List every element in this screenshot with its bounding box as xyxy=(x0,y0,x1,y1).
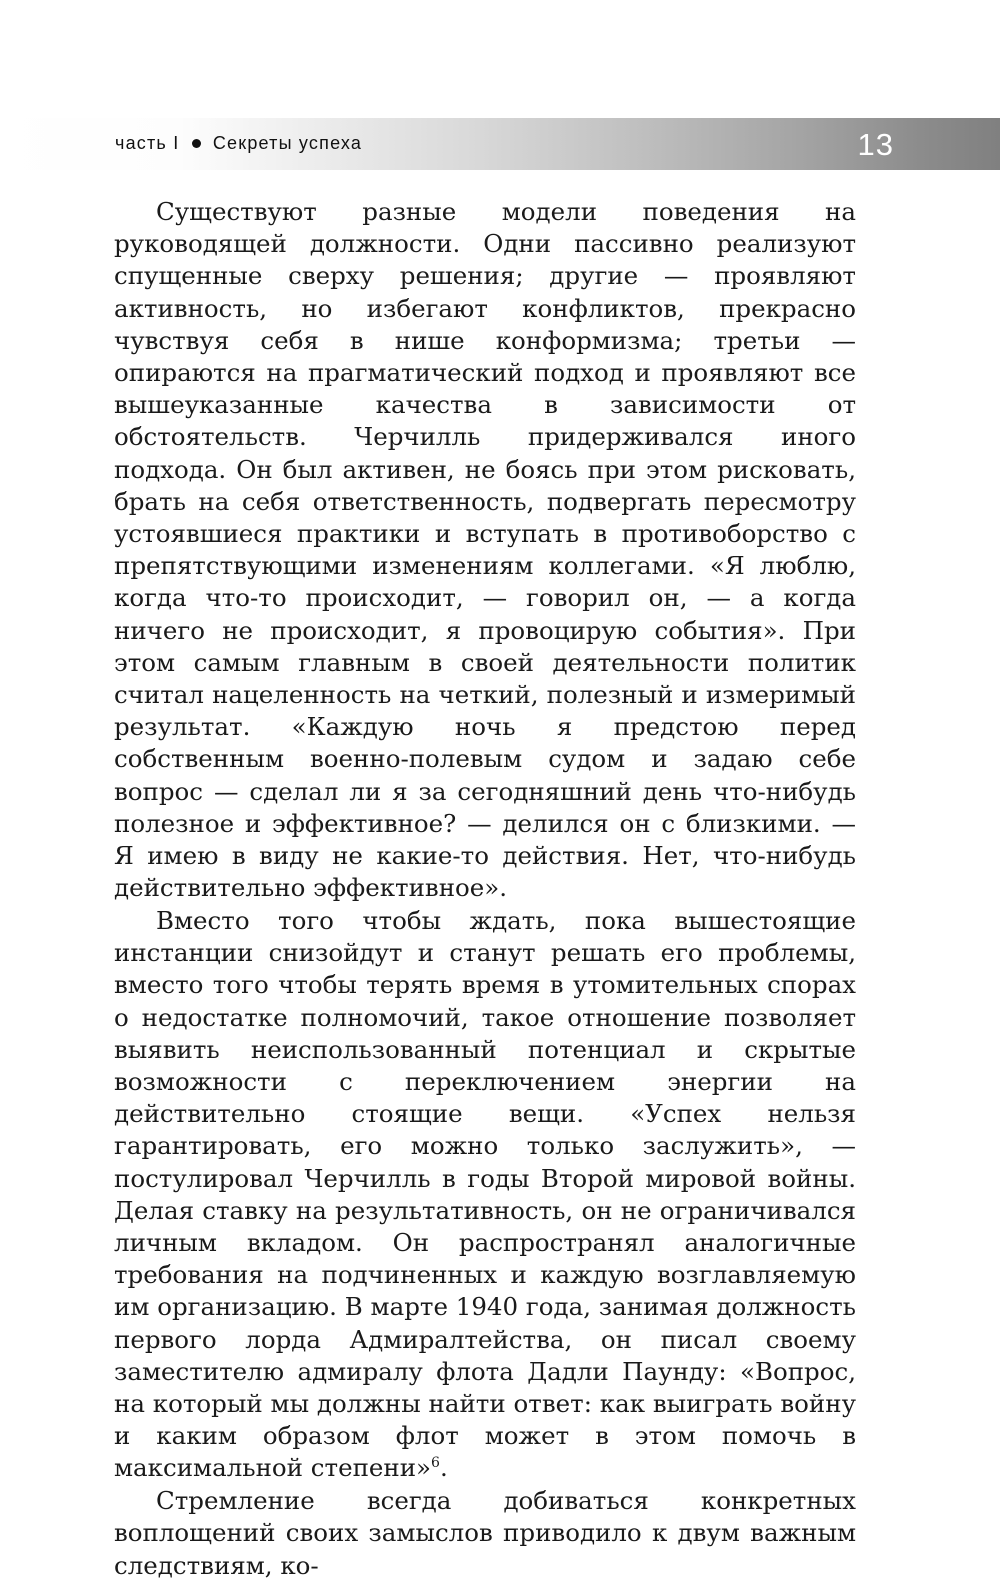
paragraph-1 xyxy=(114,196,856,904)
paragraph-3-text: Стремление всегда добиваться конкретных воплощений своих замыслов приводило к двум важным следствиям, ко- xyxy=(114,1486,856,1580)
footnote-ref[interactable]: 6 xyxy=(431,1455,440,1472)
paragraph-1-text: Существуют разные модели поведения на руководящей должности. Одни пассивно реализуют спущенные сверху решения; другие — проявляют активность, но избегают конфликтов, прекрасно чувствуя себя в нише конформизма; третьи — опираются на прагматический подход и проявляют все вышеуказанные качества в зависимости от обстоятельств. Черчилль придерживался иного подхода. Он был активен, не боясь при этом рисковать, брать на себя ответственность, подвергать пересмотру устоявшиеся практики и вступать в противоборство с препятствующими изменениям коллегами. «Я люблю, когда что-то происходит, — говорил он, — а когда ничего не происходит, я провоцирую события». При этом самым главным в своей деятельности политик считал нацеленность на четкий, полезный и измеримый результат. «Каждую ночь я предстою перед собственным военно-полевым судом и задаю себе вопрос — сделал ли я за сегодняшний день что-нибудь полезное и эффективное? — делился он с близкими. — Я имею в виду не какие-то действия. Нет, что-нибудь действительно эффективное». xyxy=(114,197,856,903)
section-title: Секреты успеха xyxy=(212,133,363,153)
paragraph-3 xyxy=(114,1485,856,1582)
paragraph-2-end: . xyxy=(439,1453,448,1483)
part-label: часть I xyxy=(115,133,180,153)
paragraph-2 xyxy=(114,905,856,1485)
body-text xyxy=(114,196,856,1582)
bullet-icon xyxy=(192,139,201,148)
page-number: 13 xyxy=(857,127,894,162)
running-head-text xyxy=(115,133,362,154)
paragraph-2-text: Вместо того чтобы ждать, пока вышестоящие инстанции снизойдут и станут решать его проблемы, вместо того чтобы терять время в утомительных спорах о недостатке полномочий, такое отношение позволяет выявить неиспользованный потенциал и скрытые возможности с переключением энергии на действительно стоящие вещи. «Успех нельзя гарантировать, его можно только заслужить», — постулировал Черчилль в годы Второй мировой войны. Делая ставку на результативность, он не ограничивался личным вкладом. Он распространял аналогичные требования на подчиненных и каждую возглавляемую им организацию. В марте 1940 года, занимая должность первого лорда Адмиралтейства, он писал своему заместителю адмиралу флота Дадли Паунду: «Вопрос, на который мы должны найти ответ: как выиграть войну и каким образом флот может в этом помочь в максимальной степени» xyxy=(114,905,856,1483)
running-head xyxy=(0,118,1000,170)
